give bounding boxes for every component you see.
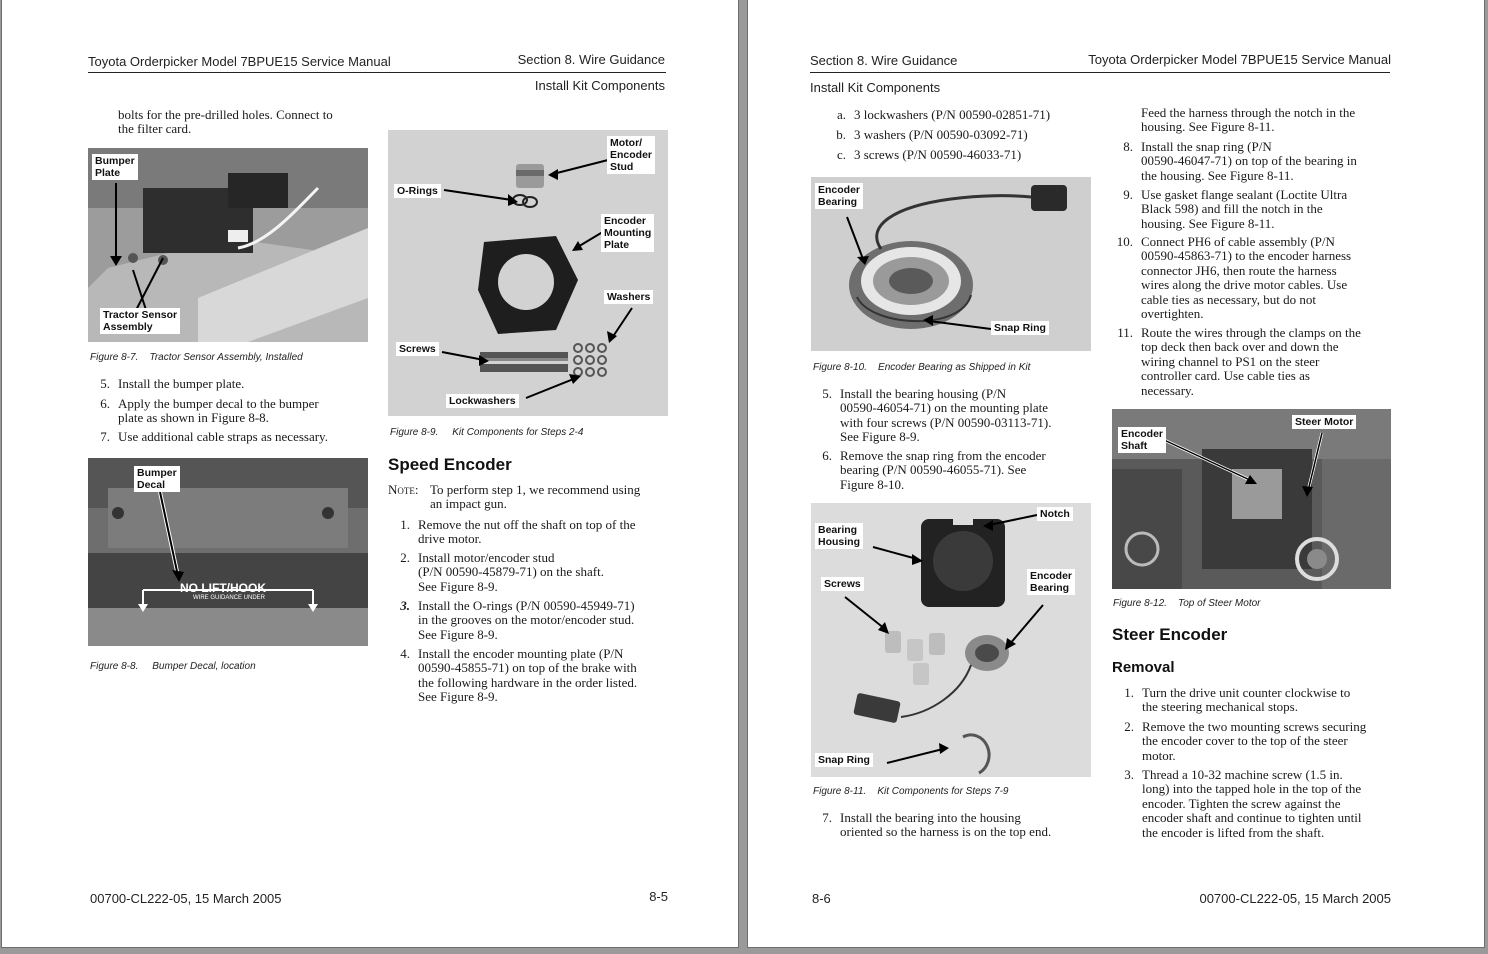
label-snap-ring: Snap Ring: [815, 753, 873, 767]
footer-doc-id: 00700-CL222-05, 15 March 2005: [90, 891, 282, 906]
decal-text: NO LIFT/HOOK: [180, 581, 266, 595]
label-steer-motor: Steer Motor: [1292, 415, 1356, 429]
label-screws: Screws: [396, 342, 439, 356]
continued-text: Feed the harness through the notch in the housing. See Figure 8-11.: [1141, 105, 1356, 135]
label-bumper-decal: Bumper Decal: [134, 466, 180, 492]
figure-8-9-caption: Figure 8-9. Kit Components for Steps 2-4: [390, 427, 584, 438]
speed-encoder-heading: Speed Encoder: [388, 455, 512, 474]
figure-8-10-photo: [811, 177, 1091, 351]
label-encoder-bearing: Encoder Bearing: [815, 183, 863, 209]
figure-8-12-caption: Figure 8-12. Top of Steer Motor: [1113, 598, 1261, 609]
steer-encoder-heading: Steer Encoder: [1112, 625, 1228, 644]
label-bumper-plate: Bumper Plate: [92, 154, 138, 180]
footer-page-number: 8-6: [812, 891, 831, 906]
header-subsection: Install Kit Components: [810, 80, 941, 95]
label-notch: Notch: [1037, 507, 1073, 521]
figure-8-7-photo: [88, 148, 368, 342]
figure-8-8-caption: Figure 8-8. Bumper Decal, location: [90, 661, 256, 672]
header-section: Section 8. Wire Guidance: [517, 52, 665, 67]
label-o-rings: O-Rings: [394, 184, 441, 198]
label-encoder-shaft: Encoder Shaft: [1118, 427, 1166, 453]
footer-page-number: 8-5: [649, 889, 668, 904]
label-lockwashers: Lockwashers: [446, 394, 519, 408]
figure-8-12-photo: [1112, 409, 1391, 589]
note: Note: To perform step 1, we recommend using an impact gun.: [388, 482, 641, 512]
right-page: Section 8. Wire Guidance Toyota Orderpicker Model 7BPUE15 Service Manual Install Kit Components a. 3 lockwashers (P/N 00590-02851-71) b. 3 washers (P/N 00590-03092-71) c. 3 screws (P/N 00590-46033-71) Encoder Bearing Snap Ring Figure 8-10. Encoder Bearing as Shipped in Kit 5. Install the bearing housing (P/N 00590-46054-71) on the mounting plate with four screws (P/N 00590-03113-71). See Figure 8-9. 6. Remove the snap ring from the encoder bearing (P/N 00590-46055-71). See Figure 8-10. Bearing Housing Notch Screws Encoder Bearing Snap Ring Figure 8-11. Kit Components for Steps 7-9 7. Install the bearing into the housing oriented so the harness is on the top end. Feed the harness through the notch in the housing. See Figure 8-11. 8. Install the snap ring (P/N 00590-46047-71) on top of the bearing in the housing. See Figure 8-11. 9. Use gasket flange sealant (Loctite Ultra Black 598) and fill the notch in the housing. See Figure 8-11. 10. Connect PH6 of cable assembly (P/N 00590-45863-71) to the encoder harness connector JH6, then route the harness wires along the drive motor cables. Use cable ties as necessary, but do not overtighten. 11. Route the wires through the clamps on the top deck then back over and down the wiring channel to PS1 on the steer controller card. Use cable ties as necessary. Encoder Shaft Steer Motor Figure 8-12. Top of Steer Motor Steer Encoder Removal 1. Turn the drive unit counter clockwise to the steering mechanical stops. 2. Remove the two mounting screws securing the encoder cover to the top of the steer motor. 3. Thread a 10-32 machine screw (1.5 in. long) into the tapped hole in the top of the encoder. Tighten the screw against the encoder shaft and continue to tighten until the encoder is lifted from the shaft. 8-6 00700-CL222-05, 15 March 2005: [748, 0, 1484, 947]
note-key: Note:: [388, 482, 419, 497]
decal-small-text: WIRE GUIDANCE UNDER: [193, 595, 266, 601]
figure-8-7-caption: Figure 8-7. Tractor Sensor Assembly, Installed: [90, 352, 303, 363]
header-rule: [810, 72, 1390, 73]
figure-8-11-caption: Figure 8-11. Kit Components for Steps 7-9: [813, 786, 1009, 797]
label-washers: Washers: [604, 290, 653, 304]
header-subsection: Install Kit Components: [534, 78, 665, 93]
removal-heading: Removal: [1112, 659, 1175, 676]
footer-doc-id: 00700-CL222-05, 15 March 2005: [1199, 891, 1391, 906]
figure-8-10-caption: Figure 8-10. Encoder Bearing as Shipped in Kit: [813, 362, 1031, 373]
header-manual-title: Toyota Orderpicker Model 7BPUE15 Service Manual: [1088, 52, 1391, 67]
header-rule: [88, 72, 666, 73]
label-snap-ring: Snap Ring: [991, 321, 1049, 335]
label-encoder-mounting-plate: Encoder Mounting Plate: [601, 214, 654, 252]
label-encoder-bearing: Encoder Bearing: [1027, 569, 1075, 595]
label-motor-encoder-stud: Motor/ Encoder Stud: [607, 136, 655, 174]
label-tractor-sensor: Tractor Sensor Assembly: [100, 308, 180, 334]
left-page: Toyota Orderpicker Model 7BPUE15 Service Manual Section 8. Wire Guidance Install Kit Components bolts for the pre-drilled holes. Connect to the filter card. Bumper Plate Tractor Sensor Assembly Figure 8-7. Tractor Sensor Assembly, Installed 5. Install the bumper plate. 6. Apply the bumper decal to the bumper plate as shown in Figure 8-8. 7. Use additional cable straps as necessary. Bumper Decal NO LIFT/HOOK WIRE GUIDANCE UNDER Figure 8-8. Bumper Decal, location Motor/ Encoder Stud O-Rings Encoder Mounting Plate Washers Screws Lockwashers Figure 8-9. Kit Components for Steps 2-4 Speed Encoder Note: To perform step 1, we recommend using an impact gun. 1. Remove the nut off the shaft on top of the drive motor. 2. Install motor/encoder stud (P/N 00590-45879-71) on the shaft. See Figure 8-9. 3. Install the O-rings (P/N 00590-45949-71) in the grooves on the motor/encoder stud. See Figure 8-9. 4. Install the encoder mounting plate (P/N 00590-45855-71) on top of the brake with the following hardware in the order listed. See Figure 8-9. 00700-CL222-05, 15 March 2005 8-5: [2, 0, 738, 947]
header-manual-title: Toyota Orderpicker Model 7BPUE15 Service Manual: [88, 54, 391, 69]
figure-8-11-photo: [811, 503, 1091, 777]
label-bearing-housing: Bearing Housing: [815, 523, 863, 549]
label-screws: Screws: [821, 577, 864, 591]
header-section: Section 8. Wire Guidance: [810, 53, 958, 68]
intro-text: bolts for the pre-drilled holes. Connect to the filter card.: [118, 107, 333, 137]
figure-8-9-photo: [388, 130, 668, 416]
figure-8-8-photo: [88, 458, 368, 646]
